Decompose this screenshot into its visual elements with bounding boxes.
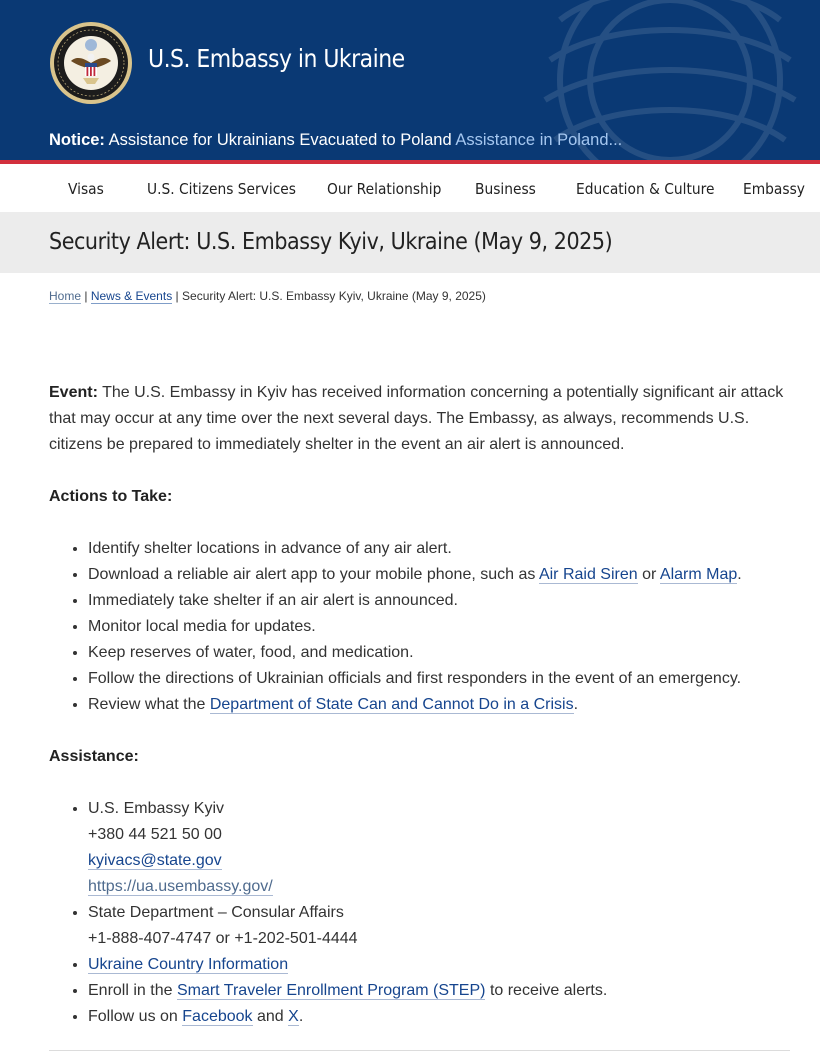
list-item: • Monitor local media for updates. (88, 614, 789, 640)
list-item-text: Enroll in the (88, 982, 173, 999)
list-item: • Keep reserves of water, food, and medication. (88, 640, 789, 666)
site-header (0, 0, 820, 160)
list-item: • Identify shelter locations in advance of any air alert. (88, 536, 789, 562)
embassy-name: U.S. Embassy Kyiv (88, 800, 225, 817)
article-body (49, 380, 789, 1030)
assistance-heading (49, 744, 789, 770)
air-raid-siren-link[interactable]: Air Raid Siren (538, 566, 638, 583)
embassy-phone: +380 44 521 50 00 (88, 826, 222, 843)
alarm-map-link[interactable]: Alarm Map (659, 566, 738, 583)
breadcrumb-news-events[interactable]: News & Events (90, 289, 173, 303)
notice-banner (49, 131, 622, 150)
facebook-link[interactable]: Facebook (182, 1008, 253, 1025)
assistance-list (49, 796, 789, 1030)
state-can-cannot-do-link[interactable]: Department of State Can and Cannot Do in a Crisis (209, 696, 574, 713)
list-item-text: . (573, 696, 579, 713)
list-item-text: and (257, 1008, 284, 1025)
breadcrumb (49, 289, 486, 303)
list-item (88, 692, 789, 718)
page-title-band (0, 212, 820, 273)
list-item-text: Follow us on (88, 1008, 178, 1025)
footer-divider (49, 1050, 790, 1051)
event-paragraph (49, 380, 789, 458)
actions-heading (49, 484, 789, 510)
list-item-text: to receive alerts. (489, 982, 608, 999)
embassy-website-link[interactable]: https://ua.usembassy.gov/ (88, 878, 273, 895)
breadcrumb-current: Security Alert: U.S. Embassy Kyiv, Ukraine (May 9, 2025) (182, 289, 486, 303)
breadcrumb-separator: | (175, 289, 179, 303)
list-item (88, 978, 789, 1004)
actions-list (49, 536, 789, 718)
list-item-text: or (642, 566, 657, 583)
list-item (88, 900, 789, 952)
nav-item-education-culture[interactable]: Education & Culture (576, 180, 715, 198)
list-item (88, 952, 789, 978)
notice-link[interactable]: Assistance in Poland... (455, 131, 623, 149)
department-of-state-seal-icon (49, 21, 133, 105)
list-item-text: . (298, 1008, 304, 1025)
site-title[interactable]: U.S. Embassy in Ukraine (148, 44, 405, 73)
list-item: • Follow the directions of Ukrainian officials and first responders in the event of an emergency. (88, 666, 789, 692)
main-nav (0, 164, 820, 212)
nav-item-us-citizens-services[interactable]: U.S. Citizens Services (147, 180, 296, 198)
event-text: The U.S. Embassy in Kyiv has received information concerning a potentially significant air attack that may occur at any time over the next several days. The Embassy, as always, recommends U.S. citizens be prepared to immediately shelter in the event an air alert is announced. (49, 384, 784, 453)
notice-text: Assistance for Ukrainians Evacuated to Poland (108, 131, 452, 149)
x-link[interactable]: X (288, 1008, 299, 1025)
state-dept-name: State Department – Consular Affairs (88, 904, 344, 921)
nav-item-business[interactable]: Business (475, 180, 536, 198)
ukraine-country-info-link[interactable]: Ukraine Country Information (88, 956, 289, 973)
nav-item-our-relationship[interactable]: Our Relationship (327, 180, 442, 198)
list-item-text: Download a reliable air alert app to your mobile phone, such as (88, 566, 536, 583)
notice-label: Notice: (49, 131, 105, 149)
state-dept-phones: +1-888-407-4747 or +1-202-501-4444 (88, 930, 358, 947)
actions-heading-text: Actions to Take: (49, 488, 173, 505)
assistance-heading-text: Assistance: (49, 748, 139, 765)
list-item-text: . (737, 566, 742, 583)
list-item: • Immediately take shelter if an air alert is announced. (88, 588, 789, 614)
embassy-email-link[interactable]: kyivacs@state.gov (88, 852, 222, 869)
breadcrumb-home[interactable]: Home (49, 289, 82, 303)
list-item (88, 796, 789, 900)
nav-item-embassy[interactable]: Embassy (743, 180, 805, 198)
list-item (88, 1004, 789, 1030)
step-link[interactable]: Smart Traveler Enrollment Program (STEP) (176, 982, 486, 999)
event-label: Event: (49, 384, 98, 401)
page-title: Security Alert: U.S. Embassy Kyiv, Ukraine (May 9, 2025) (49, 229, 613, 255)
list-item (88, 562, 789, 588)
nav-item-visas[interactable]: Visas (68, 180, 104, 198)
list-item-text: Review what the (88, 696, 206, 713)
breadcrumb-separator: | (84, 289, 88, 303)
